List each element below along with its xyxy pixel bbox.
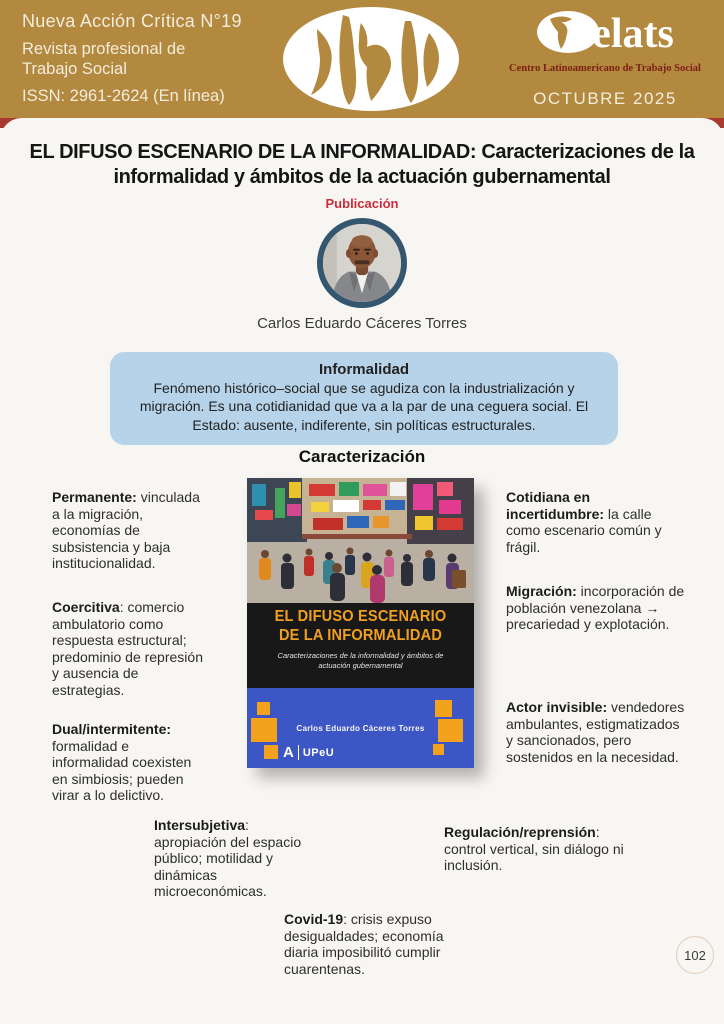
card-title: Cotidiana en incertidumbre: — [506, 489, 605, 522]
card-coercitiva — [38, 588, 218, 709]
article-title: EL DIFUSO ESCENARIO DE LA INFORMALIDAD: Caracterizaciones de la informalidad y ámbitos de la actuación gubernamental — [29, 141, 695, 188]
definition-title: Informalidad — [318, 361, 409, 378]
celats-wordmark: elats — [592, 11, 674, 57]
card-body: : apropiación del espacio público; motilidad y dinámicas microeconómicas. — [154, 817, 302, 900]
card-actor-invisible — [492, 688, 700, 776]
celats-logo — [494, 8, 716, 60]
page-number-value: 102 — [684, 947, 706, 963]
book-title-line2: DE LA INFORMALIDAD — [278, 626, 443, 644]
card-title: Actor invisible: — [506, 699, 608, 715]
card-body: vinculada a la migración, economías de subsistencia y baja institucionalidad. — [52, 489, 200, 572]
card-body: formalidad e informalidad coexisten en simbiosis; pueden virar a lo delictivo. — [52, 737, 192, 804]
card-permanente — [38, 478, 218, 583]
author-name: Carlos Eduardo Cáceres Torres — [257, 315, 467, 332]
card-title: Permanente: — [52, 489, 137, 505]
celats-caption: Centro Latinoamericano de Trabajo Social — [509, 63, 701, 74]
book-title-line1: EL DIFUSO ESCENARIO — [274, 608, 447, 625]
globe-faces-icon — [283, 7, 460, 111]
book-cover — [247, 478, 474, 768]
publisher-logo-divider — [298, 745, 299, 760]
card-body: la calle como escenario común y frágil. — [506, 505, 662, 555]
card-dual-intermitente — [38, 710, 218, 815]
card-intersubjetiva — [140, 806, 330, 911]
section-title: Caracterización — [298, 447, 426, 466]
card-title: Regulación/reprensión — [444, 824, 596, 840]
card-title: Migración: — [506, 583, 577, 599]
issn-line: ISSN: 2961-2624 (En línea) — [22, 86, 225, 105]
celats-block — [494, 8, 716, 109]
book-cover-photo — [247, 478, 474, 603]
card-migracion — [492, 572, 700, 644]
card-title: Coercitiva — [52, 599, 120, 615]
book-footer-band — [247, 688, 474, 768]
issue-date: OCTUBRE 2025 — [533, 89, 677, 108]
definition-box — [110, 352, 618, 445]
publication-tag: Publicación — [325, 196, 399, 211]
card-body: : comercio ambulatorio como respuesta estructural; predominio de represión y ausencia de estrategias. — [52, 599, 203, 698]
card-title: Intersubjetiva — [154, 817, 246, 833]
card-body: : control vertical, sin diálogo ni inclusión. — [444, 824, 624, 874]
publisher-logo-a: A — [283, 744, 294, 761]
publisher-name: UPeU — [302, 746, 335, 759]
masthead — [0, 0, 724, 118]
book-subtitle: Caracterizaciones de la informalidad y ámbitos de actuación gubernamental — [277, 651, 444, 671]
publisher-logo — [283, 744, 334, 761]
definition-body: Fenómeno histórico–social que se agudiza con la industrialización y migración. Es una cotidianidad que va a la par de una ceguera social. El Estado: ausente, indiferente, sin políticas estructurales. — [139, 380, 589, 433]
card-body: : crisis expuso desigualdades; economía diaria imposibilitó cumplir cuarentenas. — [284, 911, 444, 977]
card-body: vendedores ambulantes, estigmatizados y sancionados, pero sostenidos en la necesidad. — [506, 699, 685, 765]
book-title-band — [247, 603, 474, 688]
card-title: Covid-19 — [284, 911, 344, 927]
card-title: Dual/intermitente: — [52, 721, 172, 737]
masthead-text-block — [22, 11, 272, 106]
card-body: incorporación de población venezolana → precariedad y explotación. — [506, 583, 685, 633]
card-covid19 — [270, 900, 470, 988]
celats-globe-icon — [536, 10, 600, 59]
card-regulacion — [430, 813, 640, 885]
book-author: Carlos Eduardo Cáceres Torres — [296, 724, 425, 733]
page-number — [676, 936, 714, 974]
author-avatar — [317, 218, 407, 308]
issue-title: Nueva Acción Crítica N°19 — [22, 11, 242, 31]
journal-subtitle: Revista profesional de Trabajo Social — [22, 40, 186, 78]
card-cotidiana — [492, 478, 700, 566]
